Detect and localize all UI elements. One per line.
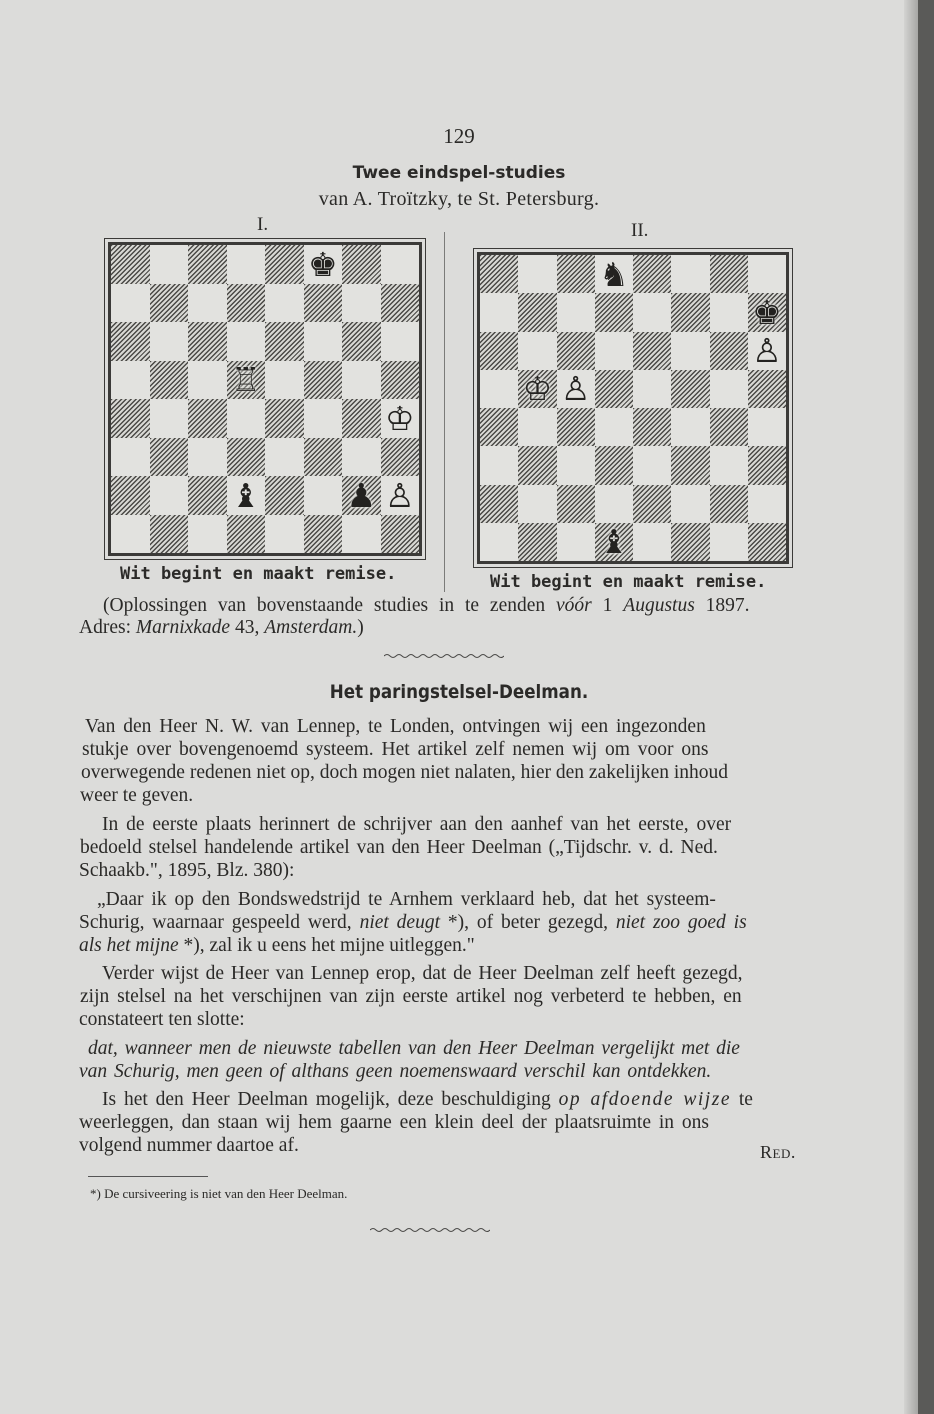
square-h7 — [748, 293, 786, 331]
square-c4 — [557, 408, 595, 446]
board-2-caption: Wit begint en maakt remise. — [490, 572, 767, 592]
square-h1 — [381, 515, 420, 554]
square-a2 — [480, 485, 518, 523]
board-1-label: I. — [257, 214, 269, 235]
column-divider — [444, 232, 445, 592]
square-g7 — [710, 293, 748, 331]
square-g5 — [342, 361, 381, 400]
square-d8 — [595, 255, 633, 293]
square-g8 — [710, 255, 748, 293]
square-a7 — [480, 293, 518, 331]
p2-line-2: bedoeld stelsel handelende artikel van den Heer Deelman („Tijdschr. v. d. Ned. — [80, 837, 718, 858]
square-d5 — [595, 370, 633, 408]
square-f7 — [304, 284, 343, 323]
p1-line-3: overwegende redenen niet op, doch mogen niet nalaten, hier den zakelijken inhoud — [81, 762, 729, 783]
studies-title: Twee eindspel-studies — [352, 163, 566, 183]
square-e3 — [633, 446, 671, 484]
square-f3 — [304, 438, 343, 477]
square-g4 — [710, 408, 748, 446]
square-d6 — [595, 332, 633, 370]
square-f5 — [671, 370, 709, 408]
square-e6 — [633, 332, 671, 370]
p3-italic-line-2: van Schurig, men geen of althans geen noemenswaard verschil kan ontdekken. — [79, 1061, 712, 1082]
address-end: ) — [357, 617, 364, 638]
square-h4 — [381, 399, 420, 438]
square-a4 — [480, 408, 518, 446]
square-e7 — [633, 293, 671, 331]
square-b3 — [150, 438, 189, 477]
square-h5 — [381, 361, 420, 400]
square-h6 — [748, 332, 786, 370]
square-g6 — [710, 332, 748, 370]
square-c1 — [188, 515, 227, 554]
square-e2 — [633, 485, 671, 523]
square-d3 — [227, 438, 266, 477]
white-pawn-icon: ♙ — [560, 369, 591, 409]
square-a5 — [480, 370, 518, 408]
p4-text-b: te — [730, 1089, 753, 1110]
square-e2 — [265, 476, 304, 515]
square-b8 — [150, 245, 189, 284]
p4-line-3: volgend nummer daartoe af. — [79, 1135, 299, 1156]
square-f5 — [304, 361, 343, 400]
article-heading: Het paringstelsel-Deelman. — [329, 681, 589, 703]
square-e3 — [265, 438, 304, 477]
square-f1 — [671, 523, 709, 561]
square-h4 — [748, 408, 786, 446]
square-e8 — [265, 245, 304, 284]
footnote-rule — [88, 1176, 208, 1177]
square-h6 — [381, 322, 420, 361]
address-number: 43, — [230, 617, 265, 638]
square-d1 — [595, 523, 633, 561]
square-a6 — [480, 332, 518, 370]
page-edge-shadow — [904, 0, 918, 1414]
square-e8 — [633, 255, 671, 293]
square-e1 — [265, 515, 304, 554]
square-g5 — [710, 370, 748, 408]
square-b2 — [518, 485, 556, 523]
square-g2 — [342, 476, 381, 515]
square-h3 — [381, 438, 420, 477]
solutions-month: Augustus — [623, 595, 695, 616]
square-f6 — [304, 322, 343, 361]
square-f1 — [304, 515, 343, 554]
square-d7 — [595, 293, 633, 331]
p1-line-1: Van den Heer N. W. van Lennep, te Londen, ontvingen wij een ingezonden — [85, 716, 706, 737]
quote-line-1: „Daar ik op den Bondswedstrijd te Arnhem verklaard heb, dat het systeem- — [97, 889, 716, 910]
square-c6 — [557, 332, 595, 370]
quote-italic-c: als het mijne — [79, 935, 179, 956]
square-h8 — [748, 255, 786, 293]
square-g2 — [710, 485, 748, 523]
square-f6 — [671, 332, 709, 370]
address-city: Amsterdam. — [264, 617, 358, 638]
square-c7 — [188, 284, 227, 323]
square-f3 — [671, 446, 709, 484]
square-e4 — [633, 408, 671, 446]
solutions-line-1 — [103, 596, 750, 616]
square-d2 — [227, 476, 266, 515]
square-a3 — [480, 446, 518, 484]
square-g6 — [342, 322, 381, 361]
square-h3 — [748, 446, 786, 484]
white-king-icon: ♔ — [522, 369, 553, 409]
square-b1 — [150, 515, 189, 554]
p3-line-2: zijn stelsel na het verschijnen van zijn eerste artikel nog verbeterd te hebben, en — [80, 986, 742, 1007]
quote-text-a: Schurig, waarnaar gespeeld werd, — [79, 912, 360, 933]
quote-line-3 — [79, 936, 475, 956]
p1-line-2: stukje over bovengenoemd systeem. Het artikel zelf nemen wij om voor ons — [82, 739, 709, 760]
square-c5 — [188, 361, 227, 400]
square-b3 — [518, 446, 556, 484]
solutions-year: 1897. — [694, 595, 750, 616]
p1-line-4: weer te geven. — [80, 785, 194, 806]
square-e5 — [633, 370, 671, 408]
square-a1 — [111, 515, 150, 554]
square-b6 — [518, 332, 556, 370]
solutions-text: (Oplossingen van bovenstaande studies in te zenden — [103, 595, 557, 616]
p2-line-1: In de eerste plaats herinnert de schrijver aan den aanhef van het eerste, over — [102, 814, 732, 835]
ornament-divider-top — [384, 652, 504, 660]
square-d4 — [227, 399, 266, 438]
square-b7 — [150, 284, 189, 323]
square-f4 — [304, 399, 343, 438]
solutions-day: 1 — [591, 595, 624, 616]
square-c4 — [188, 399, 227, 438]
quote-text-b: *), of beter gezegd, — [440, 912, 616, 933]
black-king-icon: ♚ — [752, 292, 782, 332]
p3-line-3: constateert ten slotte: — [79, 1009, 245, 1030]
square-g3 — [710, 446, 748, 484]
square-e1 — [633, 523, 671, 561]
quote-italic-b: niet zoo goed is — [615, 912, 747, 933]
white-rook-icon: ♖ — [230, 360, 261, 400]
square-b1 — [518, 523, 556, 561]
square-f2 — [304, 476, 343, 515]
white-pawn-icon: ♙ — [384, 475, 415, 515]
solutions-voor: vóór — [556, 595, 592, 616]
square-c1 — [557, 523, 595, 561]
square-d4 — [595, 408, 633, 446]
square-f8 — [671, 255, 709, 293]
editor-signature: Red. — [760, 1142, 796, 1162]
square-a7 — [111, 284, 150, 323]
square-c3 — [557, 446, 595, 484]
square-h2 — [748, 485, 786, 523]
square-c5 — [557, 370, 595, 408]
square-c3 — [188, 438, 227, 477]
square-c8 — [188, 245, 227, 284]
studies-author: van A. Troïtzky, te St. Petersburg. — [318, 188, 600, 210]
page-number: 129 — [443, 124, 475, 148]
square-d1 — [227, 515, 266, 554]
square-b5 — [518, 370, 556, 408]
p3-italic-line-1: dat, wanneer men de nieuwste tabellen van den Heer Deelman vergelijkt met die — [88, 1038, 740, 1059]
solutions-line-2 — [79, 618, 364, 638]
square-f2 — [671, 485, 709, 523]
square-b5 — [150, 361, 189, 400]
square-c7 — [557, 293, 595, 331]
ornament-divider-bottom — [370, 1226, 490, 1234]
square-a3 — [111, 438, 150, 477]
white-pawn-icon: ♙ — [752, 331, 782, 371]
square-a8 — [480, 255, 518, 293]
p4-italic: op afdoende wijze — [558, 1089, 731, 1110]
square-a2 — [111, 476, 150, 515]
square-a6 — [111, 322, 150, 361]
square-d7 — [227, 284, 266, 323]
square-d3 — [595, 446, 633, 484]
square-e5 — [265, 361, 304, 400]
square-e4 — [265, 399, 304, 438]
square-g3 — [342, 438, 381, 477]
white-king-icon: ♔ — [384, 398, 415, 438]
black-bishop-icon: ♝ — [230, 475, 261, 515]
square-e7 — [265, 284, 304, 323]
board-1-caption: Wit begint en maakt remise. — [120, 564, 397, 584]
square-b6 — [150, 322, 189, 361]
square-b8 — [518, 255, 556, 293]
square-h2 — [381, 476, 420, 515]
square-g4 — [342, 399, 381, 438]
chess-board-2 — [477, 252, 789, 564]
square-c2 — [188, 476, 227, 515]
black-pawn-icon: ♟ — [346, 475, 377, 515]
square-f8 — [304, 245, 343, 284]
square-c8 — [557, 255, 595, 293]
square-a8 — [111, 245, 150, 284]
p4-line-1 — [102, 1090, 753, 1110]
quote-line-2 — [79, 913, 747, 933]
chess-board-1 — [108, 242, 422, 556]
square-d6 — [227, 322, 266, 361]
square-h8 — [381, 245, 420, 284]
square-c6 — [188, 322, 227, 361]
square-b2 — [150, 476, 189, 515]
square-b4 — [518, 408, 556, 446]
black-king-icon: ♚ — [307, 244, 338, 284]
address-prefix: Adres: — [79, 617, 136, 638]
square-d5 — [227, 361, 266, 400]
square-g1 — [710, 523, 748, 561]
p3-line-1: Verder wijst de Heer van Lennep erop, dat de Heer Deelman zelf heeft gezegd, — [102, 963, 743, 984]
footnote: *) De cursiveering is niet van den Heer Deelman. — [90, 1186, 348, 1201]
square-e6 — [265, 322, 304, 361]
black-knight-icon: ♞ — [599, 254, 629, 294]
black-bishop-icon: ♝ — [599, 522, 629, 562]
square-f4 — [671, 408, 709, 446]
square-h7 — [381, 284, 420, 323]
board-2-label: II. — [631, 220, 649, 241]
square-g7 — [342, 284, 381, 323]
square-c2 — [557, 485, 595, 523]
square-h1 — [748, 523, 786, 561]
square-a1 — [480, 523, 518, 561]
square-d2 — [595, 485, 633, 523]
address-street: Marnixkade — [135, 617, 231, 638]
square-b4 — [150, 399, 189, 438]
square-a5 — [111, 361, 150, 400]
square-d8 — [227, 245, 266, 284]
square-g1 — [342, 515, 381, 554]
quote-text-c: *), zal ik u eens het mijne uitleggen." — [178, 935, 475, 956]
square-b7 — [518, 293, 556, 331]
square-g8 — [342, 245, 381, 284]
square-f7 — [671, 293, 709, 331]
p2-line-3: Schaakb.", 1895, Blz. 380): — [79, 860, 295, 881]
square-h5 — [748, 370, 786, 408]
p4-text-a: Is het den Heer Deelman mogelijk, deze beschuldiging — [102, 1089, 559, 1110]
square-a4 — [111, 399, 150, 438]
p4-line-2: weerleggen, dan staan wij hem gaarne een klein deel der plaatsruimte in ons — [79, 1112, 709, 1133]
quote-italic-a: niet deugt — [359, 912, 441, 933]
